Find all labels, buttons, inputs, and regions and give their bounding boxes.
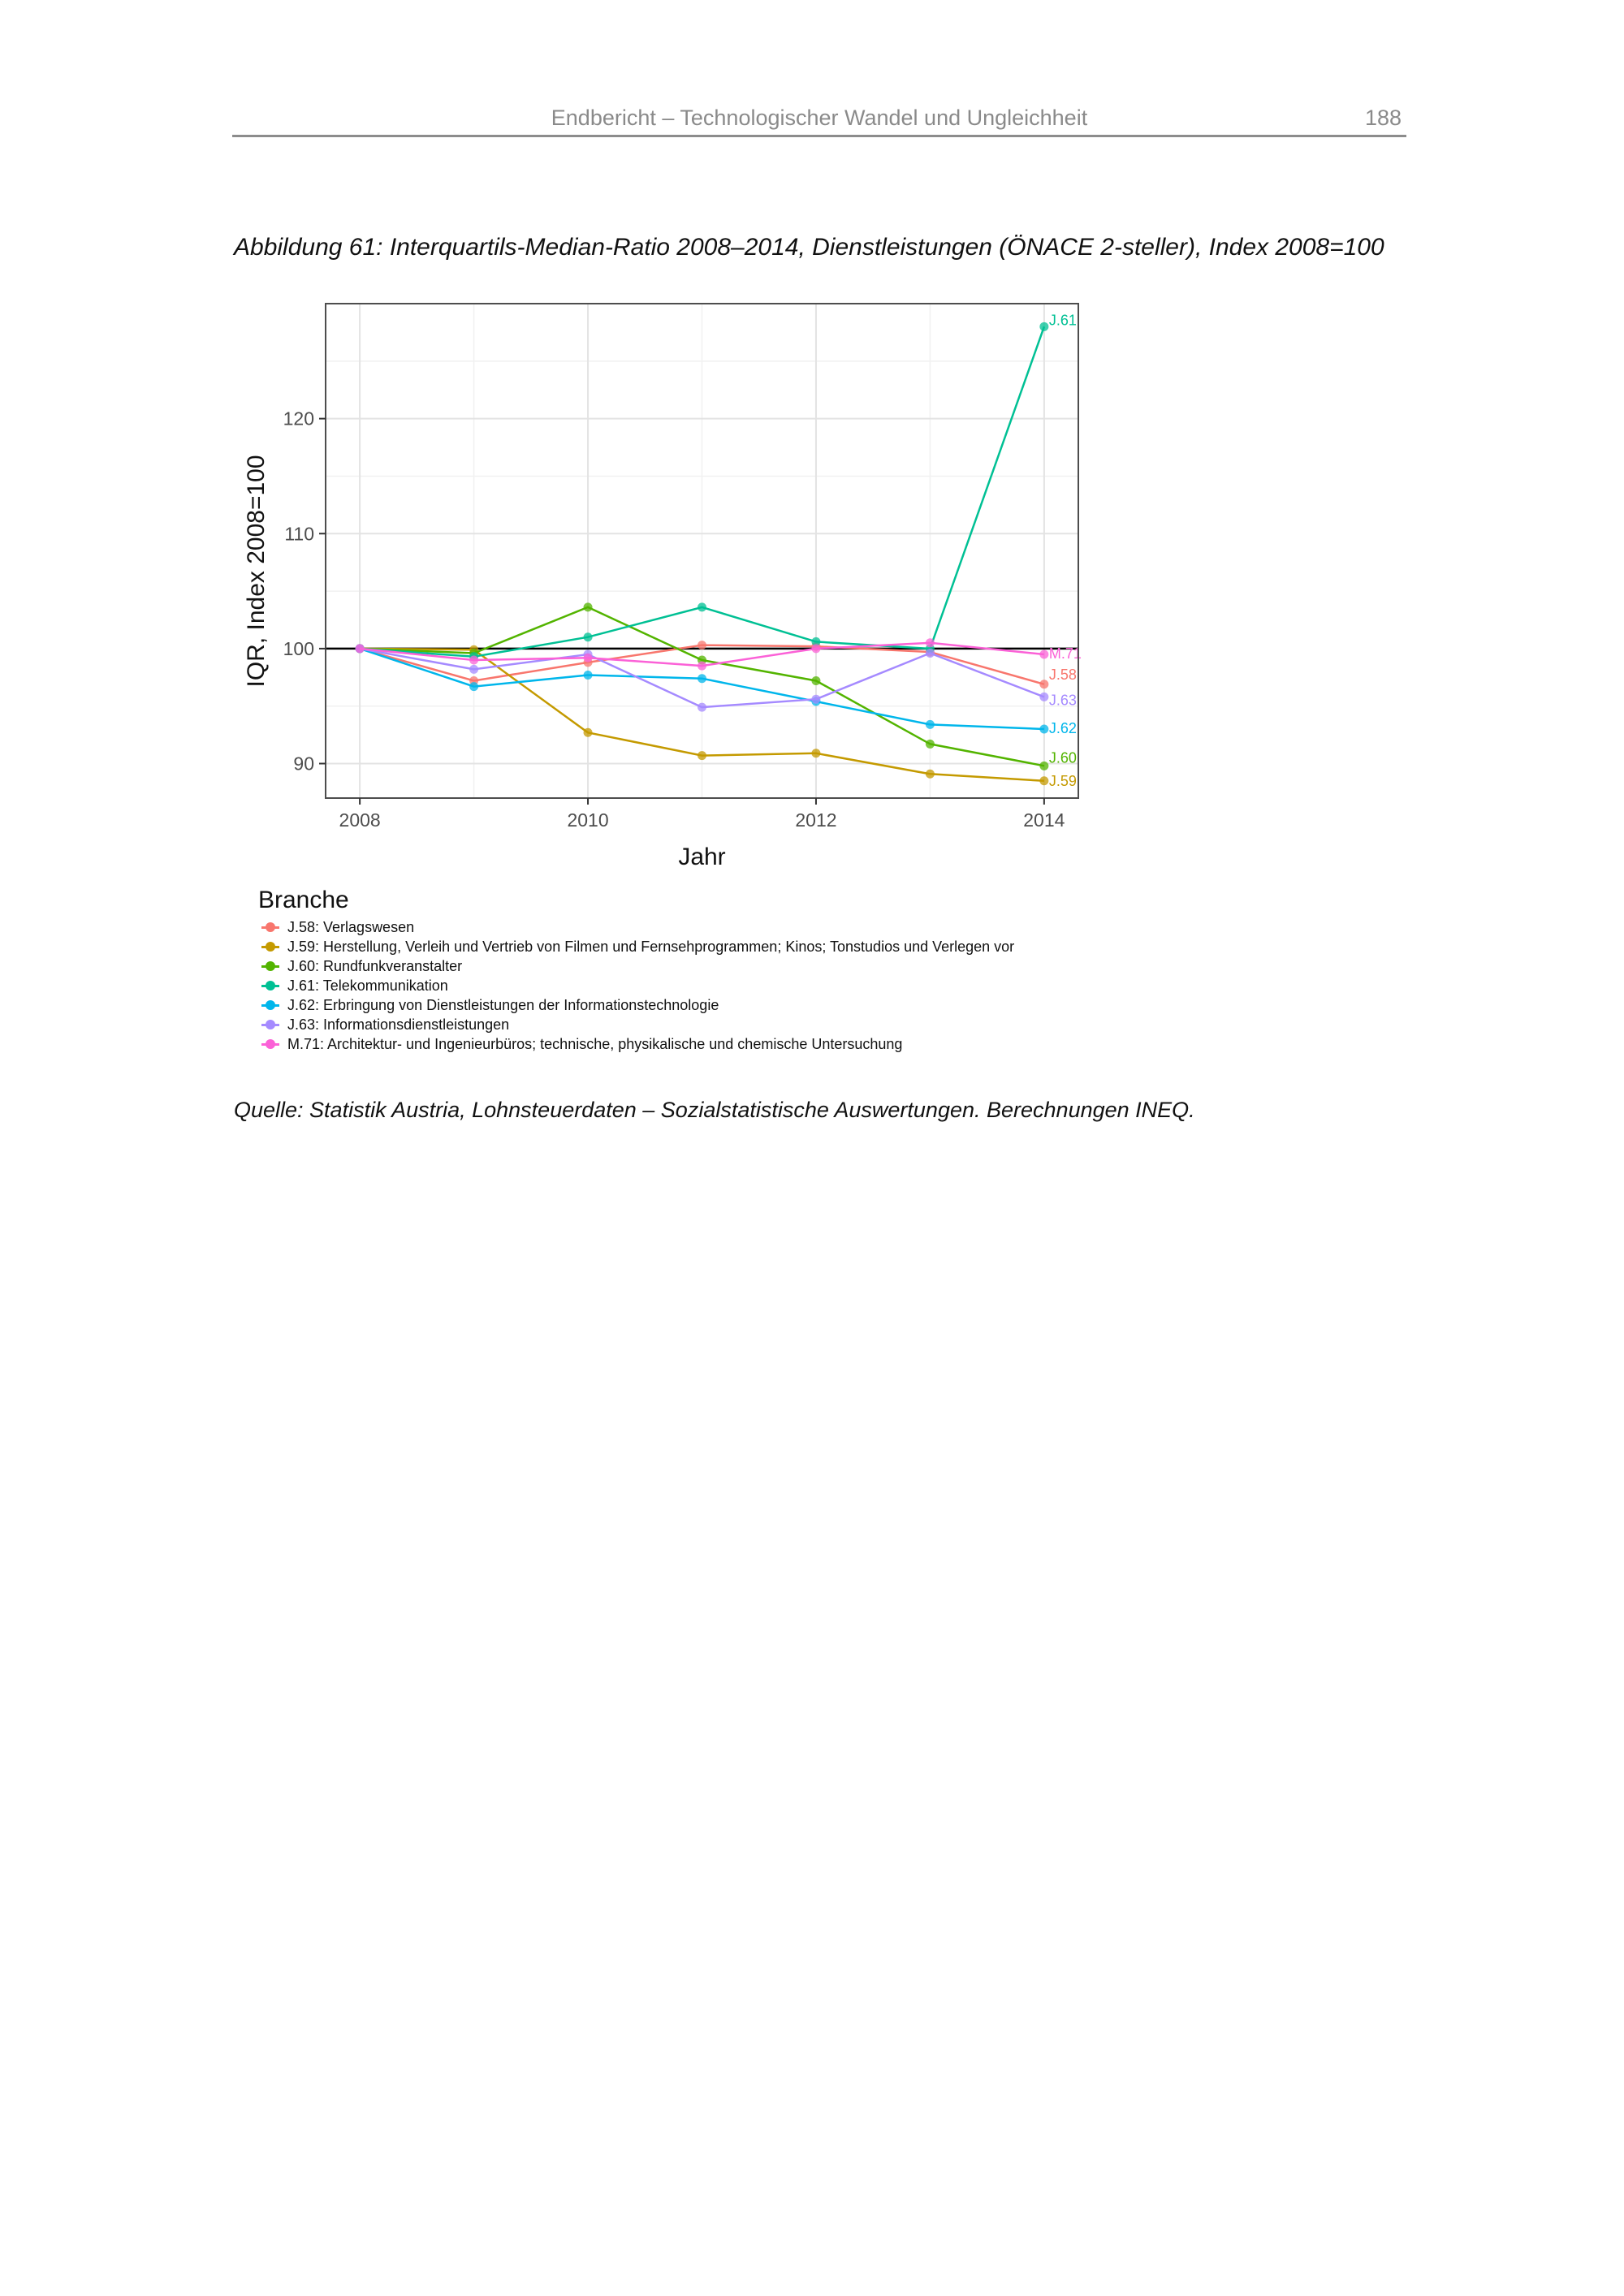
data-point [698,674,706,683]
data-point [584,602,593,611]
data-point [811,644,820,653]
data-point [926,740,935,749]
data-point [698,751,706,760]
data-point [1039,650,1048,658]
data-point [469,656,478,665]
header-title: Endbericht – Technologischer Wandel und Ungleichheit [551,106,1088,130]
y-axis-title: IQR, Index 2008=100 [243,455,270,688]
legend-key [258,976,283,995]
series-end-label: J.60 [1048,749,1077,766]
data-point [1039,725,1048,734]
legend-label: M.71: Architektur- und Ingenieurbüros; technische, physikalische und chemische Untersuchung [287,1035,903,1052]
data-point [1039,680,1048,688]
data-point [926,638,935,647]
page-number: 188 [1364,106,1402,130]
data-point [584,632,593,641]
legend-item [258,956,1095,976]
data-point [1039,776,1048,785]
data-point [584,728,593,737]
data-point [1039,762,1048,770]
legend-key [258,1015,283,1034]
y-tick-label: 100 [283,637,314,659]
series-end-label: J.63 [1048,692,1077,709]
series-end-label: J.59 [1048,772,1077,789]
legend [258,887,1151,1054]
legend-label: J.59: Herstellung, Verleih und Vertrieb von Filmen und Fernsehprogrammen; Kinos; Tonstudios und Verlegen vor [287,938,1015,955]
legend-item [258,995,1095,1015]
data-point [926,649,935,658]
data-point [926,720,935,729]
legend-label: J.62: Erbringung von Dienstleistungen der Informationstechnologie [287,996,719,1013]
source-note: Quelle: Statistik Austria, Lohnsteuerdaten – Sozialstatistische Auswertungen. Berechnungen INEQ. [234,1098,1195,1122]
legend-key [258,956,283,976]
legend-item [258,917,1095,937]
y-tick-label: 90 [293,753,314,775]
legend-key [258,937,283,956]
series-end-label: J.58 [1048,666,1077,683]
data-point [1039,693,1048,701]
x-tick-label: 2012 [795,809,837,831]
data-point [356,644,365,653]
data-point [698,602,706,611]
legend-item [258,1034,1095,1054]
y-tick-label: 110 [284,523,314,545]
data-point [584,671,593,680]
data-point [698,703,706,712]
y-tick-label: 120 [283,408,314,429]
x-axis-title: Jahr [678,844,726,870]
data-point [469,665,478,674]
legend-label: J.63: Informationsdienstleistungen [287,1016,510,1033]
figure-caption: Abbildung 61: Interquartils-Median-Ratio 2008–2014, Dienstleistungen (ÖNACE 2-steller), Index 2008=100 [234,234,1384,261]
data-point [698,662,706,671]
x-tick-label: 2010 [567,809,609,831]
x-tick-label: 2014 [1023,809,1065,831]
data-point [926,770,935,779]
legend-label: J.60: Rundfunkveranstalter [287,957,463,974]
series-end-label: J.62 [1048,720,1077,737]
line-chart [0,0,1624,877]
data-point [811,676,820,685]
legend-item [258,937,1095,956]
legend-key [258,995,283,1015]
data-point [584,654,593,662]
series-end-label: M.71 [1048,645,1082,662]
legend-items [258,917,1151,1054]
legend-item [258,1015,1095,1034]
series-end-label: J.61 [1048,312,1077,329]
legend-title: Branche [258,887,349,913]
data-point [811,695,820,704]
legend-item [258,976,1095,995]
data-point [811,749,820,757]
data-point [698,641,706,650]
x-tick-label: 2008 [339,809,381,831]
data-point [469,682,478,691]
legend-key [258,1034,283,1054]
legend-key [258,917,283,937]
data-point [1039,322,1048,331]
legend-label: J.61: Telekommunikation [287,977,448,994]
legend-label: J.58: Verlagswesen [287,918,415,935]
